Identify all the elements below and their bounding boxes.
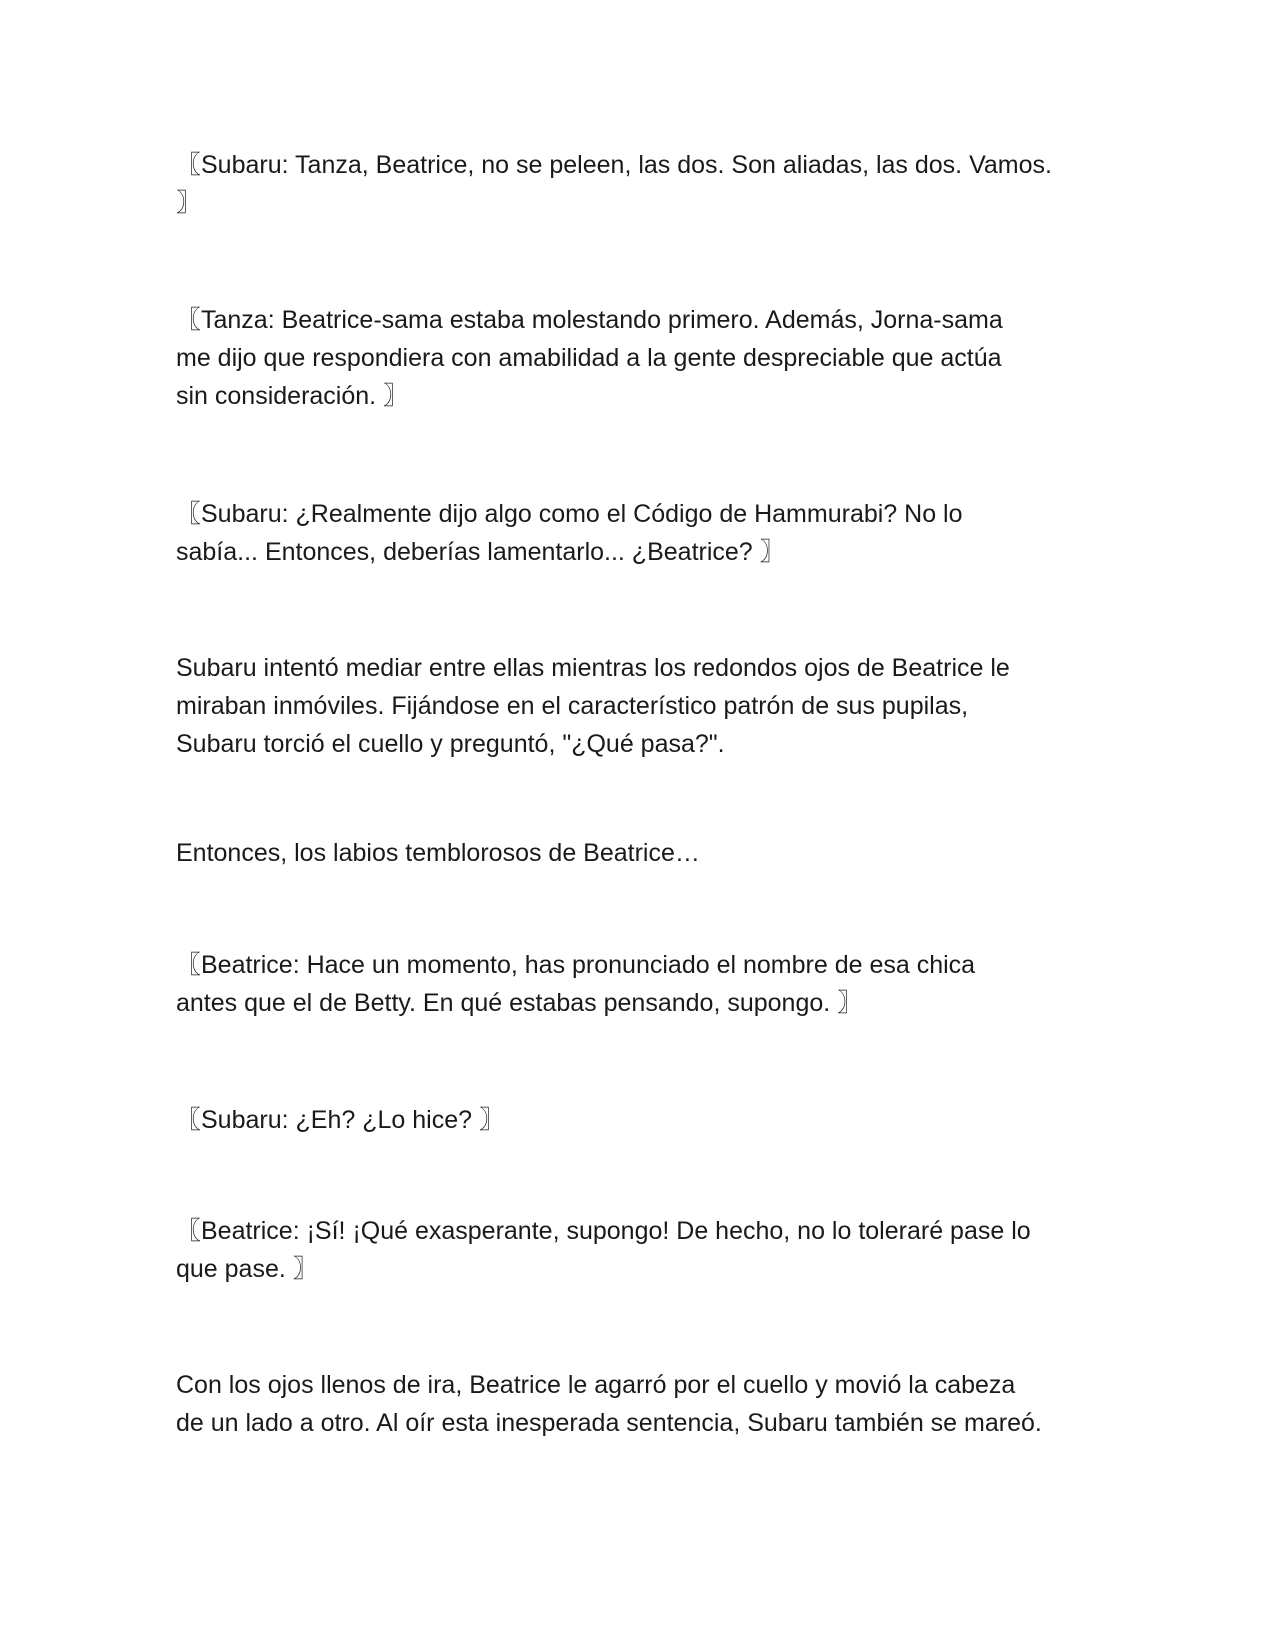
dialogue-subaru-1: 〖Subaru: Tanza, Beatrice, no se peleen, las dos. Son aliadas, las dos. Vamos. 〗 xyxy=(176,151,1052,217)
narration-paragraph-2: Entonces, los labios temblorosos de Beatrice… xyxy=(176,839,700,867)
dialogue-tanza-1: 〖Tanza: Beatrice-sama estaba molestando primero. Además, Jorna-sama me dijo que respondiera con amabilidad a la gente despreciable que actúa sin consideración. 〗 xyxy=(176,306,1003,410)
dialogue-beatrice-2: 〖Beatrice: ¡Sí! ¡Qué exasperante, supongo! De hecho, no lo toleraré pase lo que pase. 〗 xyxy=(176,1217,1031,1283)
narration-paragraph-3: Con los ojos llenos de ira, Beatrice le agarró por el cuello y movió la cabeza de un lado a otro. Al oír esta inesperada sentencia, Subaru también se mareó. xyxy=(176,1371,1042,1437)
dialogue-subaru-3: 〖Subaru: ¿Eh? ¿Lo hice? 〗 xyxy=(176,1106,504,1134)
narration-paragraph-1: Subaru intentó mediar entre ellas mientras los redondos ojos de Beatrice le miraban inmóviles. Fijándose en el característico patrón de sus pupilas, Subaru torció el cuello y preguntó, "¿Qué pasa?". xyxy=(176,654,1010,758)
dialogue-subaru-2: 〖Subaru: ¿Realmente dijo algo como el Código de Hammurabi? No lo sabía... Entonces, deberías lamentarlo... ¿Beatrice? 〗 xyxy=(176,500,963,566)
dialogue-beatrice-1: 〖Beatrice: Hace un momento, has pronunciado el nombre de esa chica antes que el de Betty. En qué estabas pensando, supongo. 〗 xyxy=(176,951,976,1017)
